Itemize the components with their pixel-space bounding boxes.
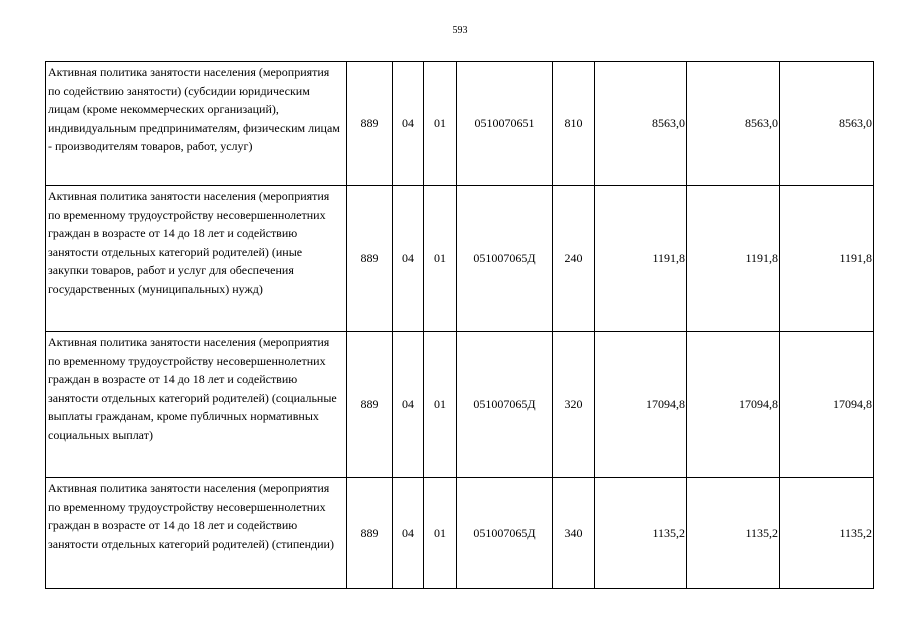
row-description: Активная политика занятости населения (мероприятия по временному трудоустройству несовершеннолетних граждан в возрасте от 14 до 18 лет и содействию занятости отдельных категорий родителей) (стипендии): [46, 478, 347, 589]
expense-type-code: 340: [553, 478, 595, 589]
subsection-code: 01: [424, 62, 457, 186]
amount-3: 1191,8: [780, 186, 874, 332]
amount-1: 1135,2: [595, 478, 687, 589]
ministry-code: 889: [347, 62, 393, 186]
ministry-code: 889: [347, 332, 393, 478]
amount-2: 1135,2: [687, 478, 780, 589]
section-code: 04: [393, 186, 424, 332]
ministry-code: 889: [347, 478, 393, 589]
target-article-code: 051007065Д: [457, 186, 553, 332]
row-description: Активная политика занятости населения (мероприятия по временному трудоустройству несовершеннолетних граждан в возрасте от 14 до 18 лет и содействию занятости отдельных категорий родителей) (социальные выплаты гражданам, кроме публичных нормативных социальных выплат): [46, 332, 347, 478]
section-code: 04: [393, 478, 424, 589]
table-row: [46, 332, 874, 478]
expense-type-code: 320: [553, 332, 595, 478]
section-code: 04: [393, 62, 424, 186]
target-article-code: 0510070651: [457, 62, 553, 186]
ministry-code: 889: [347, 186, 393, 332]
row-description: Активная политика занятости населения (мероприятия по содействию занятости) (субсидии юридическим лицам (кроме некоммерческих организаций), индивидуальным предпринимателям, физическим лицам - производителям товаров, работ, услуг): [46, 62, 347, 186]
page-number: 593: [452, 25, 468, 36]
expense-type-code: 240: [553, 186, 595, 332]
amount-1: 8563,0: [595, 62, 687, 186]
target-article-code: 051007065Д: [457, 332, 553, 478]
table-row: [46, 478, 874, 589]
subsection-code: 01: [424, 478, 457, 589]
budget-table: [45, 61, 874, 589]
row-description: Активная политика занятости населения (мероприятия по временному трудоустройству несовершеннолетних граждан в возрасте от 14 до 18 лет и содействию занятости отдельных категорий родителей) (иные закупки товаров, работ и услуг для обеспечения государственных (муниципальных) нужд): [46, 186, 347, 332]
amount-3: 17094,8: [780, 332, 874, 478]
amount-2: 8563,0: [687, 62, 780, 186]
table-row: [46, 62, 874, 186]
amount-1: 1191,8: [595, 186, 687, 332]
amount-3: 8563,0: [780, 62, 874, 186]
subsection-code: 01: [424, 186, 457, 332]
expense-type-code: 810: [553, 62, 595, 186]
amount-3: 1135,2: [780, 478, 874, 589]
amount-2: 17094,8: [687, 332, 780, 478]
amount-1: 17094,8: [595, 332, 687, 478]
target-article-code: 051007065Д: [457, 478, 553, 589]
subsection-code: 01: [424, 332, 457, 478]
table-row: [46, 186, 874, 332]
section-code: 04: [393, 332, 424, 478]
amount-2: 1191,8: [687, 186, 780, 332]
